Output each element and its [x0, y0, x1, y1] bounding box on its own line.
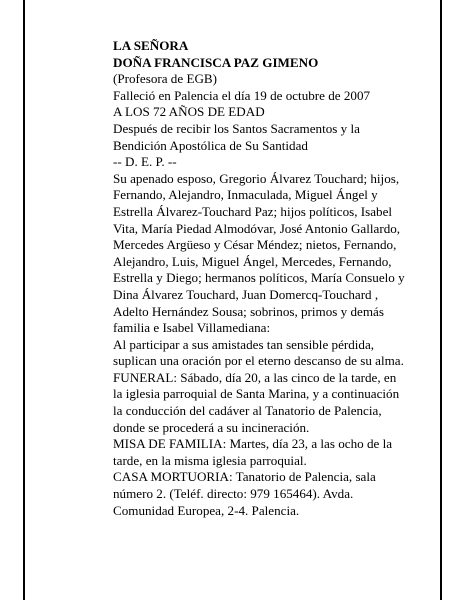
obituary-notice: [113, 38, 423, 519]
funeral-paragraph: FUNERAL: Sábado, día 20, a las cinco de la tarde, en la iglesia parroquial de Santa Marina, y a continuación la conducción del cadáver al Tanatorio de Palencia, donde se procederá a su incineración.: [113, 369, 400, 435]
sacraments: Después de recibir los Santos Sacramentos y la Bendición Apostólica de Su Santidad: [113, 120, 360, 153]
family-paragraph: Su apenado esposo, Gregorio Álvarez Touchard; hijos, Fernando, Alejandro, Inmaculada, Miguel Ángel y Estrella Álvarez-Touchard Paz; hijos políticos, Isabel Vita, María Piedad Almodóvar, José Antonio Gallardo, Mercedes Argüeso y César Méndez; nietos, Fernando, Alejandro, Luis, Miguel Ángel, Mercedes, Fernando, Estrella y Diego; hermanos políticos, María Consuelo y Dina Álvarez Touchard, Juan Domercq-Touchard , Adelto Hernández Sousa; sobrinos, primos y demás familia e Isabel Villamediana:: [113, 170, 405, 336]
age: A LOS 72 AÑOS DE EDAD: [113, 104, 265, 120]
rip-line: -- D. E. P. --: [113, 154, 177, 170]
death-info: Falleció en Palencia el día 19 de octubre de 2007: [113, 87, 371, 103]
request-paragraph: Al participar a sus amistades tan sensible pérdida, suplican una oración por el eterno descanso de su alma.: [113, 336, 404, 369]
family-mass-paragraph: MISA DE FAMILIA: Martes, día 23, a las ocho de la tarde, en la misma iglesia parroquial.: [113, 436, 393, 468]
mortuary-paragraph: CASA MORTUORIA: Tanatorio de Palencia, sala número 2. (Teléf. directo: 979 165464). Avda. Comunidad Europea, 2-4. Palencia.: [113, 469, 376, 518]
title-line-1: LA SEÑORA: [113, 38, 189, 53]
deceased-name: DOÑA FRANCISCA PAZ GIMENO: [113, 54, 319, 70]
profession: (Profesora de EGB): [113, 71, 217, 87]
